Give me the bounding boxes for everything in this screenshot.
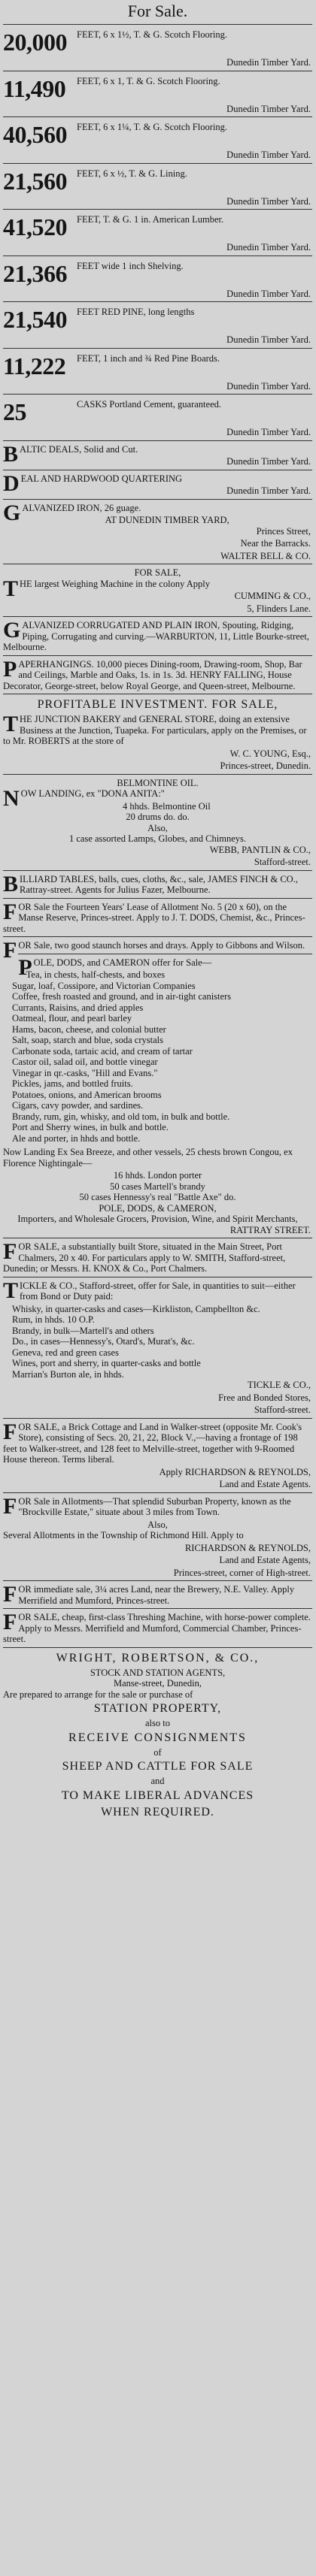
ad-text: FOR Sale, two good staunch horses and drays. Apply to Gibbons and Wilson. xyxy=(3,938,305,963)
list-item: Brandy, rum, gin, whisky, and old tom, in bulk and bottle. xyxy=(12,1111,230,1122)
timber-lot xyxy=(3,259,312,300)
deal-ad xyxy=(3,470,312,497)
address: Princes-street, corner of High-street. xyxy=(173,1567,311,1578)
list-item: Whisky, in quarter-casks and cases—Kirkliston, Campbellton &c. xyxy=(12,1303,260,1314)
quantity: 11,222 xyxy=(3,352,66,379)
list-item: Port and Sherry wines, in bulk and bottle. xyxy=(12,1122,169,1132)
list-item: 1 case assorted Lamps, Globes, and Chimneys. xyxy=(68,833,247,844)
list-item: 50 cases Martell's brandy xyxy=(110,1181,205,1192)
advertiser: CUMMING & CO., xyxy=(234,591,311,601)
ad-text: FOR immediate sale, 3¼ acres Land, near the Brewery, N.E. Valley. Apply Merrifield and Mumford, Princes-street. xyxy=(3,1582,295,1607)
advertiser: POLE, DODS, & CAMERON, xyxy=(99,1202,217,1214)
ad-text: FOR Sale in Allotments—That splendid Suburban Property, known as the "Brockville Estate," situate about 3 miles from Town. xyxy=(3,1493,291,1519)
ad-text: DEAL AND HARDWOOD QUARTERING xyxy=(3,470,183,496)
yard-name: Dunedin Timber Yard. xyxy=(226,288,311,299)
yard-name: Dunedin Timber Yard. xyxy=(226,485,311,496)
divider xyxy=(3,1608,312,1609)
quantity: 40,560 xyxy=(3,121,67,148)
ad-text: FOR SALE, a substantially built Store, situated in the Main Street, Port Chalmers, 20 x 40. For particulars apply to W. SMITH, Stafford-street, Dunedin; or Messrs. H. KNOX & Co., Port Chalmers. xyxy=(3,1239,286,1274)
lot-description: FEET, 6 x 1¼, T. & G. Scotch Flooring. xyxy=(77,122,227,132)
ad-heading: FOR SALE, xyxy=(134,567,181,578)
divider xyxy=(3,24,312,25)
store-ad xyxy=(3,1241,312,1274)
divider xyxy=(3,898,312,899)
ad-text: Now Landing Ex Sea Breeze, and other vessels, 25 chests brown Congou, ex Florence Nightingale— xyxy=(3,1147,293,1169)
walker-street-ad xyxy=(3,1419,312,1490)
advertiser: WEBB, PANTLIN & CO., xyxy=(209,844,311,855)
divider xyxy=(3,499,312,500)
list-item: 4 hhds. Belmontine Oil xyxy=(123,800,211,812)
street: Princes Street, xyxy=(256,525,311,537)
ad-line: also to xyxy=(145,1718,170,1728)
quantity: 21,366 xyxy=(3,259,67,287)
address: 5, Flinders Lane. xyxy=(247,603,311,614)
yard-name: Dunedin Timber Yard. xyxy=(226,334,311,345)
investment-ad xyxy=(3,697,312,772)
ad-text: GALVANIZED CORRUGATED AND PLAIN IRON, Spouting, Ridging, Piping, Corrugating and curving.—WARBURTON, 11, Little Bourke-street, Melbourne. xyxy=(3,618,309,652)
advertiser: WALTER BELL & CO. xyxy=(220,550,311,561)
list-item: Tea, in chests, half-chests, and boxes xyxy=(26,969,166,980)
lot-description: FEET, 1 inch and ¾ Red Pine Boards. xyxy=(77,352,220,364)
list-item: Vinegar in qr.-casks, "Hill and Evans." xyxy=(12,1067,158,1078)
advertiser: RICHARDSON & REYNOLDS, xyxy=(184,1542,311,1553)
landmark: Near the Barracks. xyxy=(240,538,311,549)
lot-description: FEET, 6 x 1½, T. & G. Scotch Flooring. xyxy=(77,29,227,40)
list-item: Castor oil, salad oil, and bottle vinegar xyxy=(12,1057,158,1067)
divider xyxy=(3,394,312,395)
also-label: Also, xyxy=(147,822,168,833)
ad-text: FOR SALE, a Brick Cottage and Land in Walker-street (opposite Mr. Cook's Store), consisting of Secs. 20, 21, 22, Block V.,—having a frontage of 198 feet to Walker-street, and 128 feet to Melville-street, together with 9-Roomed House thereon. Terms liberal. xyxy=(3,1419,302,1465)
divider xyxy=(3,936,312,937)
advertiser-description: Importers, and Wholesale Grocers, Provision, Wine, and Spirit Merchants, xyxy=(17,1214,298,1224)
divider xyxy=(3,255,312,256)
address: Stafford-street. xyxy=(254,857,311,867)
timber-lot xyxy=(3,28,312,68)
section-heading: For Sale. xyxy=(127,2,188,20)
timber-lot xyxy=(3,352,312,392)
list-item: Salt, soap, starch and blue, soda crystals xyxy=(12,1035,163,1045)
divider xyxy=(3,774,312,775)
yard-heading: AT DUNEDIN TIMBER YARD, xyxy=(105,515,229,525)
advertiser: Apply RICHARDSON & REYNOLDS, xyxy=(159,1466,311,1477)
ad-text: GALVANIZED IRON, 26 guage. xyxy=(3,500,141,525)
list-item: Marrian's Burton ale, in hhds. xyxy=(12,1368,124,1380)
divider xyxy=(3,116,312,117)
divider xyxy=(3,655,312,656)
divider xyxy=(3,163,312,164)
quantity: 11,490 xyxy=(3,74,66,102)
divider xyxy=(3,616,312,617)
advertiser-description: Land and Estate Agents, xyxy=(219,1555,311,1565)
yard-name: Dunedin Timber Yard. xyxy=(226,456,311,467)
ad-line: TO MAKE LIBERAL ADVANCES xyxy=(61,1788,254,1802)
yard-name: Dunedin Timber Yard. xyxy=(226,242,311,252)
list-item: 20 drums do. do. xyxy=(126,812,190,822)
ad-line: RECEIVE CONSIGNMENTS xyxy=(68,1731,247,1744)
divider xyxy=(3,1580,312,1581)
yard-name: Dunedin Timber Yard. xyxy=(226,103,311,114)
timber-lot xyxy=(3,305,312,346)
ad-line: and xyxy=(150,1776,165,1786)
ad-text: THE largest Weighing Machine in the colony Apply xyxy=(3,576,211,601)
brockville-ad xyxy=(3,1493,312,1579)
divider xyxy=(3,209,312,210)
lot-description: FEET, 6 x ½, T. & G. Lining. xyxy=(77,168,187,179)
pole-dods-ad xyxy=(3,954,312,1236)
lot-description: FEET, T. & G. 1 in. American Lumber. xyxy=(77,214,224,225)
ad-text: FOR SALE, cheap, first-class Threshing Machine, with horse-power complete. Apply to Messrs. Merrifield and Mumford, Commercial Chamber, Princes-street. xyxy=(3,1610,311,1644)
divider xyxy=(3,1647,312,1648)
ad-line: of xyxy=(153,1746,162,1758)
lease-ad xyxy=(3,899,312,935)
advertiser: WRIGHT, ROBERTSON, & CO., xyxy=(56,1651,260,1664)
divider xyxy=(3,1418,312,1419)
ad-text: Several Allotments in the Township of Richmond Hill. Apply to xyxy=(3,1530,244,1540)
lot-description: FEET, 6 x 1, T. & G. Scotch Flooring. xyxy=(77,75,220,86)
ad-text: Are prepared to arrange for the sale or purchase of xyxy=(3,1689,193,1700)
quantity: 21,560 xyxy=(3,167,67,195)
threshing-machine-ad xyxy=(3,1612,312,1645)
ad-text: NOW LANDING, ex "DONA ANITA:" xyxy=(3,786,165,811)
list-item: 50 cases Hennessy's real "Battle Axe" do. xyxy=(79,1192,236,1202)
baltic-ad xyxy=(3,441,312,467)
lot-description: CASKS Portland Cement, guaranteed. xyxy=(77,399,221,410)
ad-line: WHEN REQUIRED. xyxy=(101,1805,214,1819)
list-item: Sugar, loaf, Cossipore, and Victorian Companies xyxy=(12,980,196,991)
corrugated-iron-ad xyxy=(3,620,312,653)
timber-lot xyxy=(3,167,312,207)
yard-name: Dunedin Timber Yard. xyxy=(226,427,311,437)
ad-text: TICKLE & CO., Stafford-street, offer for Sale, in quantities to suit—either from Bond or Duty paid: xyxy=(3,1277,296,1303)
list-item: Brandy, in bulk—Martell's and others xyxy=(12,1325,154,1336)
brewery-land-ad xyxy=(3,1584,312,1606)
belmontine-oil-ad xyxy=(3,778,312,868)
list-item: Potatoes, onions, and American brooms xyxy=(12,1089,162,1100)
lot-description: FEET RED PINE, long lengths xyxy=(77,307,195,317)
list-item: Ale and porter, in hhds and bottle. xyxy=(12,1132,141,1144)
wright-robertson-ad xyxy=(3,1651,312,1820)
divider xyxy=(3,440,312,441)
advertiser: W. C. YOUNG, Esq., xyxy=(229,748,311,759)
list-item: Rum, in hhds. 10 O.P. xyxy=(12,1314,95,1325)
divider xyxy=(3,1492,312,1493)
ad-text: BALTIC DEALS, Solid and Cut. xyxy=(3,441,138,467)
yard-name: Dunedin Timber Yard. xyxy=(226,380,311,392)
ad-line: STATION PROPERTY, xyxy=(93,1702,222,1715)
list-item: Oatmeal, flour, and pearl barley xyxy=(12,1013,132,1023)
advertiser-description: STOCK AND STATION AGENTS, xyxy=(90,1667,226,1678)
lot-description: FEET wide 1 inch Shelving. xyxy=(77,260,184,271)
timber-lot xyxy=(3,213,312,253)
timber-lot xyxy=(3,398,312,438)
ad-text: THE JUNCTION BAKERY and GENERAL STORE, doing an extensive Business at the Junction, Tuapeka. For particulars, apply on the Premises, or to Mr. ROBERTS at the store of xyxy=(3,712,307,746)
ad-text: PAPERHANGINGS. 10,000 pieces Dining-room, Drawing-room, Shop, Bar and Ceilings, Marble and Oaks, 1s. in 1s. 3d. HENRY FALLING, House Decorator, George-street, below Royal George, and Queen-street, Melbourne. xyxy=(3,656,302,691)
galvanized-iron-ad xyxy=(3,500,312,562)
list-item: Hams, bacon, cheese, and colonial butter xyxy=(12,1023,166,1035)
advertiser: TICKLE & CO., xyxy=(247,1380,311,1390)
quantity: 41,520 xyxy=(3,213,67,240)
tickle-ad xyxy=(3,1277,312,1416)
timber-lot xyxy=(3,120,312,161)
yard-name: Dunedin Timber Yard. xyxy=(226,195,311,207)
yard-name: Dunedin Timber Yard. xyxy=(226,150,311,160)
ad-text: FOR Sale the Fourteen Years' Lease of Allotment No. 5 (20 x 60), on the Manse Reserve, Princes-street. Apply to J. T. DODS, Chemist, &c., Princes-street. xyxy=(3,899,305,934)
weighing-machine-ad xyxy=(3,567,312,614)
list-item: Wines, port and sherry, in quarter-casks and bottle xyxy=(12,1358,201,1368)
ad-text: POLE, DODS, and CAMERON offer for Sale— xyxy=(18,954,212,980)
list-item: Currants, Raisins, and dried apples xyxy=(12,1002,144,1013)
list-item: Geneva, red and green cases xyxy=(12,1347,119,1358)
also-label: Also, xyxy=(147,1519,168,1530)
ad-line: SHEEP AND CATTLE FOR SALE xyxy=(62,1760,254,1773)
ad-heading: BELMONTINE OIL. xyxy=(117,777,199,788)
list-item: Pickles, jams, and bottled fruits. xyxy=(12,1078,133,1089)
divider xyxy=(3,348,312,349)
ad-text: BILLIARD TABLES, balls, cues, cloths, &c., sale, JAMES FINCH & CO., Rattray-street. Agents for Julius Fazer, Melbourne. xyxy=(3,871,298,896)
list-item: Carbonate soda, tartaic acid, and cream of tartar xyxy=(12,1045,193,1057)
list-item: 16 hhds. London porter xyxy=(113,1170,202,1181)
advertiser-description: Land and Estate Agents. xyxy=(219,1479,311,1489)
list-item: Do., in cases—Hennessy's, Otard's, Murat's, &c. xyxy=(12,1336,195,1347)
timber-lot xyxy=(3,74,312,115)
quantity: 20,000 xyxy=(3,29,67,56)
paperhangings-ad xyxy=(3,656,312,692)
horses-ad xyxy=(3,938,312,963)
advertiser-description: Free and Bonded Stores, xyxy=(218,1392,311,1403)
quantity: 21,540 xyxy=(3,306,67,333)
ad-heading: PROFITABLE INVESTMENT. FOR SALE, xyxy=(37,698,278,711)
address: RATTRAY STREET. xyxy=(229,1224,311,1235)
address: Princes-street, Dunedin. xyxy=(220,760,311,771)
address: Manse-street, Dunedin, xyxy=(114,1678,202,1689)
yard-name: Dunedin Timber Yard. xyxy=(226,57,311,68)
list-item: Cigars, cavy powder, and sardines. xyxy=(12,1100,144,1111)
quantity: 25 xyxy=(3,398,26,425)
address: Stafford-street. xyxy=(254,1404,311,1415)
list-item: Coffee, fresh roasted and ground, and in air-tight canisters xyxy=(12,991,232,1002)
billiard-ad xyxy=(3,871,312,896)
divider xyxy=(3,870,312,871)
divider xyxy=(3,301,312,302)
advertisement-column xyxy=(3,0,312,1822)
